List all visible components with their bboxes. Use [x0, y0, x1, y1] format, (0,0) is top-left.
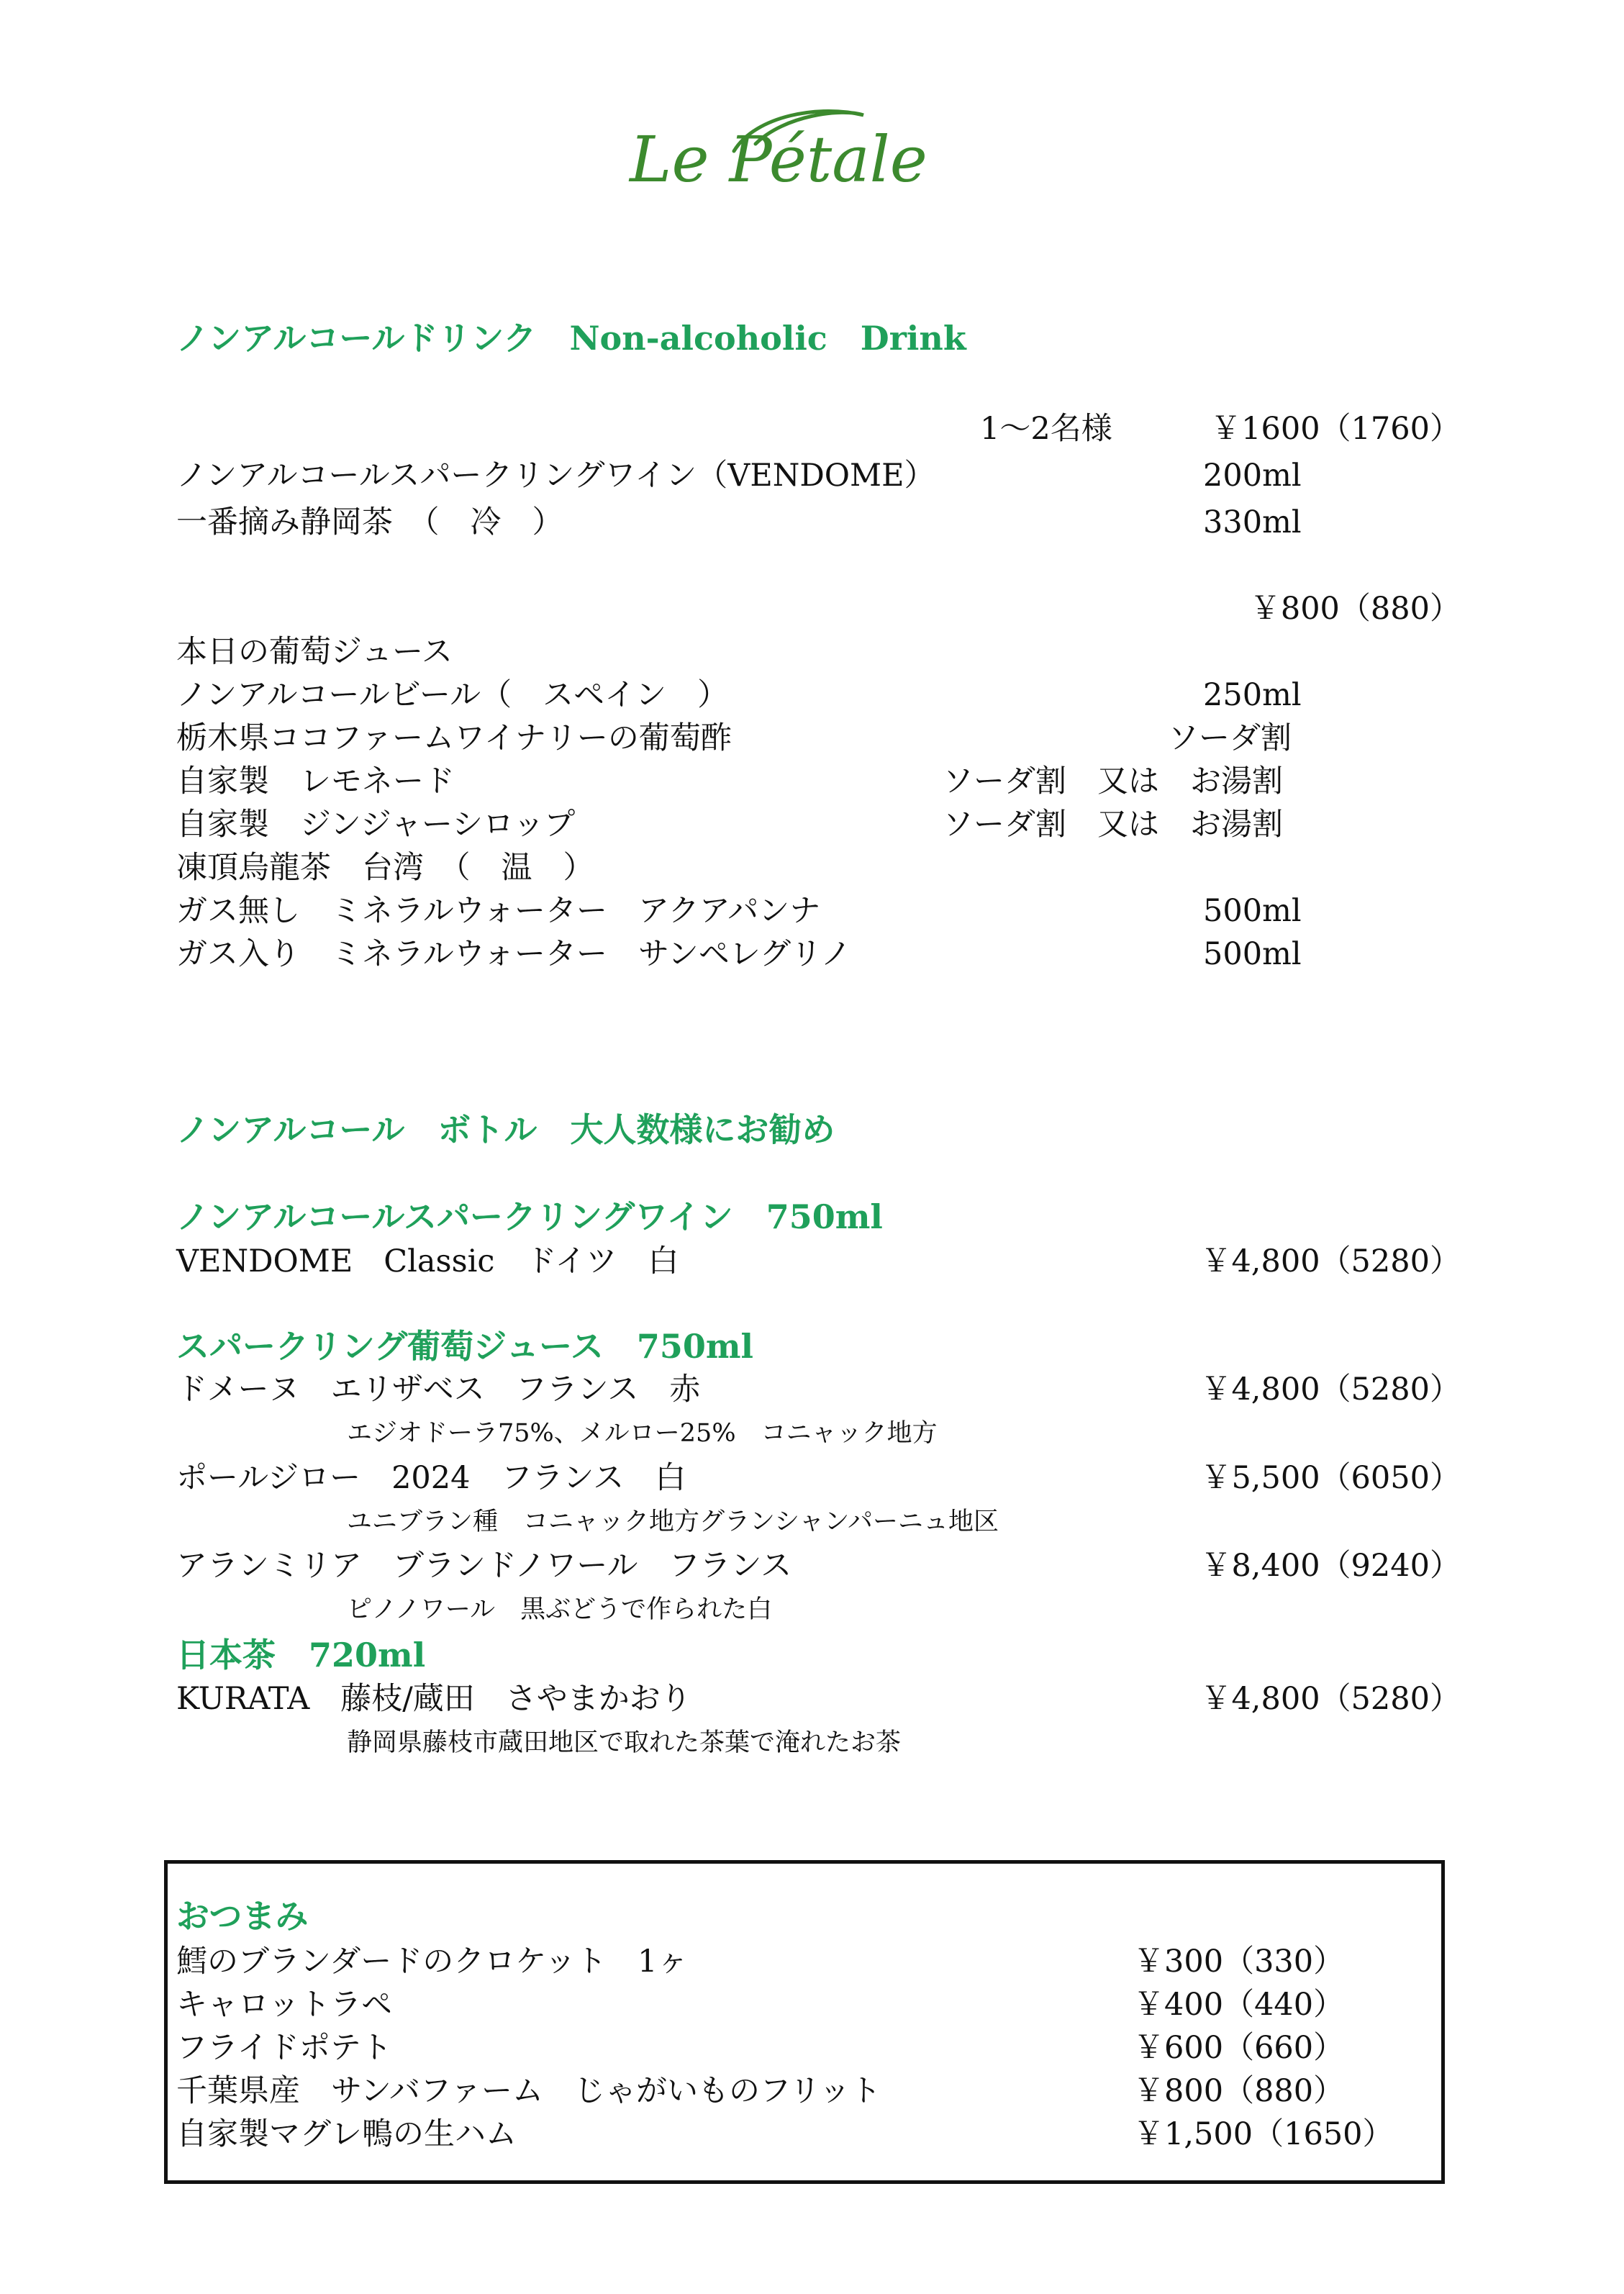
menu-item-name: ガス入り ミネラルウォーター サンペレグリノ [176, 936, 852, 972]
snack-name: 自家製マグレ鴨の生ハム [176, 2116, 517, 2152]
bottle-name: ドメーヌ エリザベス フランス 赤 [176, 1372, 701, 1407]
snack-name: 千葉県産 サンバファーム じゃがいものフリット [176, 2073, 881, 2109]
group1-people-label: 1～2名様 [980, 411, 1112, 447]
bottle-description: エジオドーラ75%、メルロー25% コニャック地方 [347, 1419, 938, 1448]
bottle-price: ￥4,800（5280） [1200, 1243, 1461, 1279]
bottle-price: ￥4,800（5280） [1200, 1372, 1461, 1407]
section-title-bottles: ノンアルコール ボトル 大人数様にお勧め [176, 1110, 835, 1149]
section-title-non-alcoholic: ノンアルコールドリンク Non-alcoholic Drink [176, 319, 966, 358]
menu-item-note: 500ml [1203, 936, 1302, 972]
menu-item-name: 凍頂烏龍茶 台湾 （ 温 ） [176, 850, 594, 886]
menu-item-name: ガス無し ミネラルウォーター アクアパンナ [176, 893, 821, 929]
snack-price: ￥400（440） [1133, 1987, 1345, 2023]
snack-price: ￥1,500（1650） [1133, 2116, 1394, 2152]
bottle-price: ￥4,800（5280） [1200, 1681, 1461, 1717]
menu-item-size: 200ml [1203, 458, 1302, 494]
bottle-description: ピノノワール 黒ぶどうで作られた白 [347, 1595, 773, 1624]
menu-item-note: ソーダ割 又は お湯割 [943, 763, 1283, 799]
menu-item-name: ノンアルコールビール（ スペイン ） [176, 677, 729, 713]
snack-price: ￥300（330） [1133, 1944, 1345, 1980]
snacks-heading: おつまみ [176, 1897, 309, 1936]
bottle-description: 静岡県藤枝市蔵田地区で取れた茶葉で淹れたお茶 [347, 1728, 902, 1757]
sub-heading-japanese-tea: 日本茶 720ml [176, 1636, 426, 1674]
group2-price: ￥800（880） [1249, 591, 1461, 627]
sub-heading-sparkling-wine: ノンアルコールスパークリングワイン 750ml [176, 1197, 883, 1236]
menu-item-note: ソーダ割 [1168, 720, 1292, 756]
menu-item-note: 250ml [1203, 677, 1302, 713]
sub-heading-grape-juice: スパークリング葡萄ジュース 750ml [176, 1327, 754, 1366]
bottle-name: KURATA 藤枝/蔵田 さやまかおり [176, 1681, 691, 1717]
snack-name: 鱈のブランダードのクロケット 1ヶ [176, 1944, 689, 1980]
snack-price: ￥600（660） [1133, 2030, 1345, 2066]
bottle-name: ポールジロー 2024 フランス 白 [176, 1460, 686, 1496]
svg-text:Le Pétale: Le Pétale [630, 122, 927, 194]
menu-item-size: 330ml [1203, 504, 1302, 540]
menu-item-note: ソーダ割 又は お湯割 [943, 807, 1283, 843]
brand-logo [626, 101, 928, 194]
menu-item-name: 栃木県ココファームワイナリーの葡萄酢 [176, 720, 732, 756]
snack-price: ￥800（880） [1133, 2073, 1345, 2109]
bottle-price: ￥5,500（6050） [1200, 1460, 1461, 1496]
bottle-description: ユニブラン種 コニャック地方グランシャンパーニュ地区 [347, 1508, 999, 1536]
menu-item-name: 自家製 ジンジャーシロップ [176, 807, 576, 843]
menu-item-name: 本日の葡萄ジュース [176, 634, 453, 670]
bottle-name: VENDOME Classic ドイツ 白 [176, 1243, 679, 1279]
bottle-name: アランミリア ブランドノワール フランス [176, 1548, 792, 1584]
group1-price: ￥1600（1760） [1210, 411, 1461, 447]
menu-item-note: 500ml [1203, 893, 1302, 929]
menu-item-name: ノンアルコールスパークリングワイン（VENDOME） [176, 458, 935, 494]
menu-item-name: 自家製 レモネード [176, 763, 455, 799]
snack-name: キャロットラペ [176, 1987, 393, 2023]
bottle-price: ￥8,400（9240） [1200, 1548, 1461, 1584]
snack-name: フライドポテト [176, 2030, 392, 2066]
menu-item-name: 一番摘み静岡茶 （ 冷 ） [176, 504, 563, 540]
